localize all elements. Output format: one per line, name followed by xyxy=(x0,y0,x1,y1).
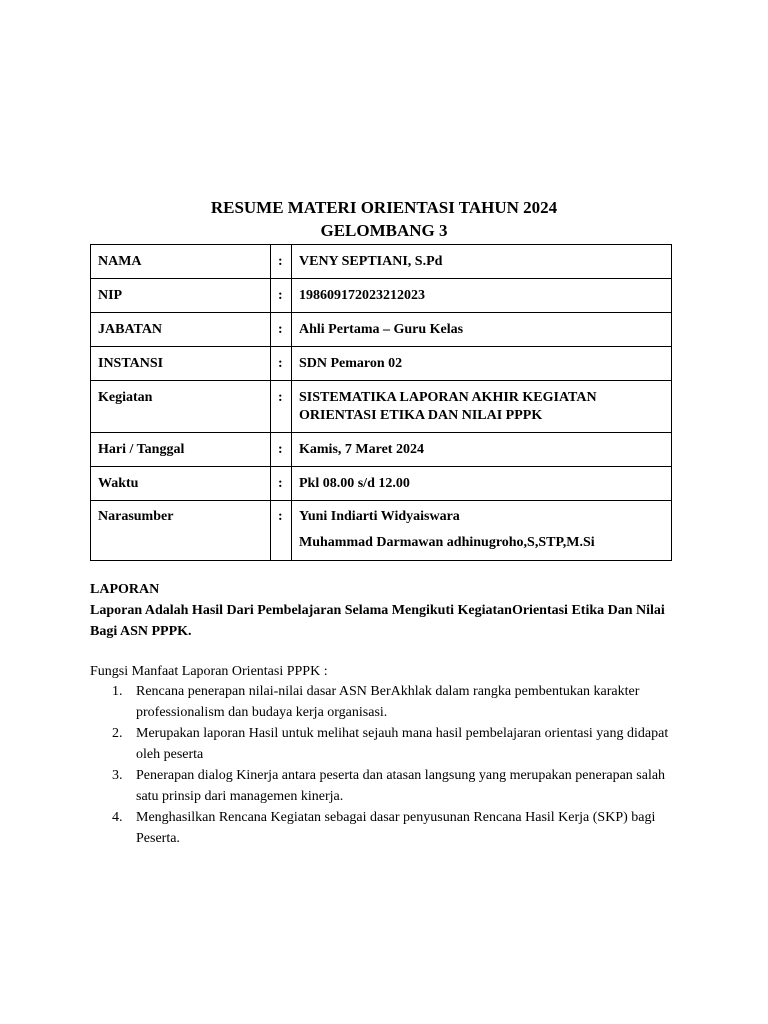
row-separator: : xyxy=(271,347,292,381)
table-row xyxy=(91,313,672,347)
row-separator: : xyxy=(271,279,292,313)
table-row xyxy=(91,245,672,279)
table-row xyxy=(91,433,672,467)
list-item-number: 2. xyxy=(112,726,123,741)
row-label-nip: NIP xyxy=(91,279,271,313)
list-item xyxy=(90,681,680,723)
row-label-narasumber: Narasumber xyxy=(91,501,271,561)
row-separator: : xyxy=(271,467,292,501)
row-value-narasumber xyxy=(292,501,672,561)
list-item xyxy=(90,807,680,849)
row-label-waktu: Waktu xyxy=(91,467,271,501)
list-item-number: 1. xyxy=(112,684,123,699)
table-row xyxy=(91,347,672,381)
row-label-kegiatan: Kegiatan xyxy=(91,381,271,433)
list-item xyxy=(90,723,680,765)
list-item-text: Merupakan laporan Hasil untuk melihat sejauh mana hasil pembelajaran orientasi yang didapat oleh peserta xyxy=(136,726,669,762)
list-item-text: Penerapan dialog Kinerja antara peserta dan atasan langsung yang merupakan penerapan salah satu prinsip dari managemen kinerja. xyxy=(136,768,666,804)
list-item-number: 3. xyxy=(112,768,123,783)
fungsi-list xyxy=(90,681,680,849)
table-row xyxy=(91,501,672,561)
row-value-nip: 198609172023212023 xyxy=(292,279,672,313)
row-label-nama: NAMA xyxy=(91,245,271,279)
list-item xyxy=(90,765,680,807)
row-value-waktu: Pkl 08.00 s/d 12.00 xyxy=(292,467,672,501)
document-title: RESUME MATERI ORIENTASI TAHUN 2024 xyxy=(210,198,558,217)
row-value-jabatan: Ahli Pertama – Guru Kelas xyxy=(292,313,672,347)
list-item-text: Rencana penerapan nilai-nilai dasar ASN BerAkhlak dalam rangka pembentukan karakter professionalism dan budaya kerja organisasi. xyxy=(136,684,640,720)
row-separator: : xyxy=(271,313,292,347)
laporan-heading: LAPORAN xyxy=(90,582,160,597)
row-label-hari-tanggal: Hari / Tanggal xyxy=(91,433,271,467)
row-separator: : xyxy=(271,501,292,561)
info-table xyxy=(90,244,672,561)
row-value-kegiatan: SISTEMATIKA LAPORAN AKHIR KEGIATAN ORIENTASI ETIKA DAN NILAI PPPK xyxy=(292,381,672,433)
row-separator: : xyxy=(271,381,292,433)
row-separator: : xyxy=(271,433,292,467)
laporan-definition: Laporan Adalah Hasil Dari Pembelajaran Selama Mengikuti KegiatanOrientasi Etika Dan Nilai Bagi ASN PPPK. xyxy=(90,603,665,639)
table-row xyxy=(91,467,672,501)
row-value-nama: VENY SEPTIANI, S.Pd xyxy=(292,245,672,279)
list-item-text: Menghasilkan Rencana Kegiatan sebagai dasar penyusunan Rencana Hasil Kerja (SKP) bagi Peserta. xyxy=(136,810,656,846)
row-value-instansi: SDN Pemaron 02 xyxy=(292,347,672,381)
row-separator: : xyxy=(271,245,292,279)
table-row xyxy=(91,279,672,313)
document-subtitle: GELOMBANG 3 xyxy=(320,221,448,240)
row-value-hari-tanggal: Kamis, 7 Maret 2024 xyxy=(292,433,672,467)
narasumber-name-1: Yuni Indiarti Widyaiswara xyxy=(299,509,460,524)
list-item-number: 4. xyxy=(112,810,123,825)
table-row xyxy=(91,381,672,433)
fungsi-heading: Fungsi Manfaat Laporan Orientasi PPPK : xyxy=(90,664,328,679)
row-label-instansi: INSTANSI xyxy=(91,347,271,381)
narasumber-name-2: Muhammad Darmawan adhinugroho,S,STP,M.Si xyxy=(299,535,595,550)
row-label-jabatan: JABATAN xyxy=(91,313,271,347)
